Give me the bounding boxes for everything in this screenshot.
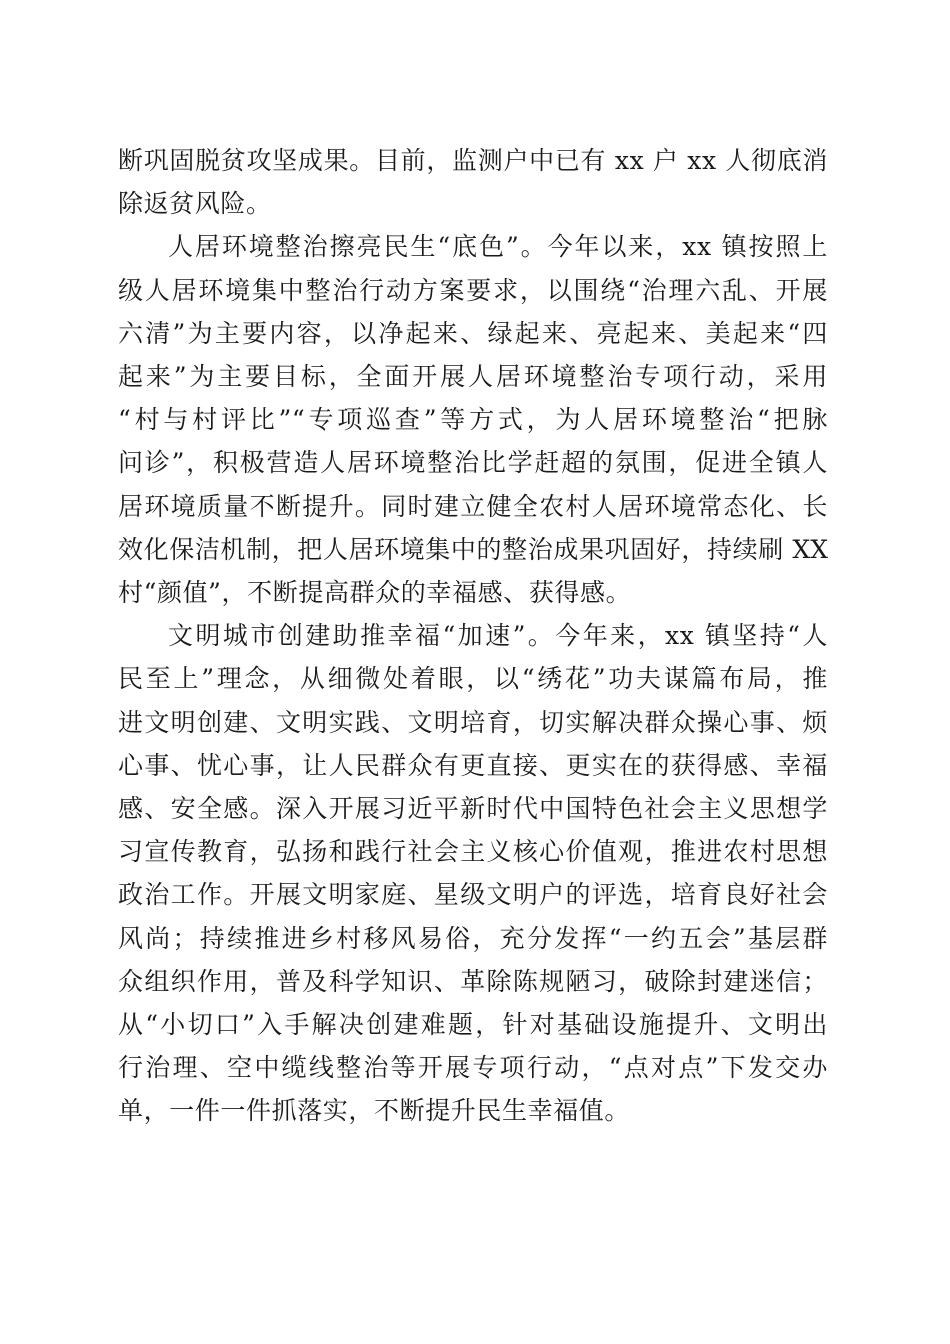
text-line: 行治理、空中缆线整治等开展专项行动，“点对点”下发交办 bbox=[118, 1053, 828, 1083]
text-line: 级人居环境集中整治行动方案要求，以围绕“治理六乱、开展 bbox=[118, 275, 828, 305]
text-line: 民至上”理念，从细微处着眼，以“绣花”功夫谋篇布局，推 bbox=[118, 664, 828, 694]
text-line: 问诊”，积极营造人居环境整治比学赶超的氛围，促进全镇人 bbox=[118, 448, 828, 478]
paragraph-poverty-continuation bbox=[118, 139, 828, 225]
text-line: 人居环境整治擦亮民生“底色”。今年以来，xx 镇按照上 bbox=[168, 232, 828, 262]
text-line: 居环境质量不断提升。同时建立健全农村人居环境常态化、长 bbox=[118, 491, 828, 521]
text-line: 文明城市创建助推幸福“加速”。今年来，xx 镇坚持“人 bbox=[168, 621, 828, 651]
text-line: 习宣传教育，弘扬和践行社会主义核心价值观，推进农村思想 bbox=[118, 837, 828, 867]
text-line: 效化保洁机制，把人居环境集中的整治成果巩固好，持续刷 XX bbox=[118, 534, 828, 564]
text-line: 政治工作。开展文明家庭、星级文明户的评选，培育良好社会 bbox=[118, 880, 828, 910]
text-line: 单，一件一件抓落实，不断提升民生幸福值。 bbox=[118, 1096, 631, 1126]
paragraph-living-environment bbox=[118, 225, 828, 614]
text-line: 断巩固脱贫攻坚成果。目前，监测户中已有 xx 户 xx 人彻底消 bbox=[118, 146, 828, 175]
paragraph-civilized-city bbox=[118, 614, 828, 1132]
document-body bbox=[118, 139, 828, 1133]
text-line: 除返贫风险。 bbox=[118, 189, 272, 219]
text-line: 进文明创建、文明实践、文明培育，切实解决群众操心事、烦 bbox=[118, 707, 828, 737]
text-line: 心事、忧心事，让人民群众有更直接、更实在的获得感、幸福 bbox=[118, 750, 828, 780]
text-line: 风尚；持续推进乡村移风易俗，充分发挥“一约五会”基层群 bbox=[118, 923, 828, 953]
text-line: 起来”为主要目标，全面开展人居环境整治专项行动，采用 bbox=[118, 362, 828, 392]
text-line: 众组织作用，普及科学知识、革除陈规陋习，破除封建迷信； bbox=[118, 966, 828, 996]
text-line: 村“颜值”，不断提高群众的幸福感、获得感。 bbox=[118, 578, 632, 608]
text-line: 从“小切口”入手解决创建难题，针对基础设施提升、文明出 bbox=[118, 1010, 828, 1040]
text-line: “村与村评比”“专项巡查”等方式，为人居环境整治“把脉 bbox=[118, 405, 828, 435]
text-line: 六清”为主要内容，以净起来、绿起来、亮起来、美起来“四 bbox=[118, 318, 828, 348]
text-line: 感、安全感。深入开展习近平新时代中国特色社会主义思想学 bbox=[118, 794, 828, 824]
